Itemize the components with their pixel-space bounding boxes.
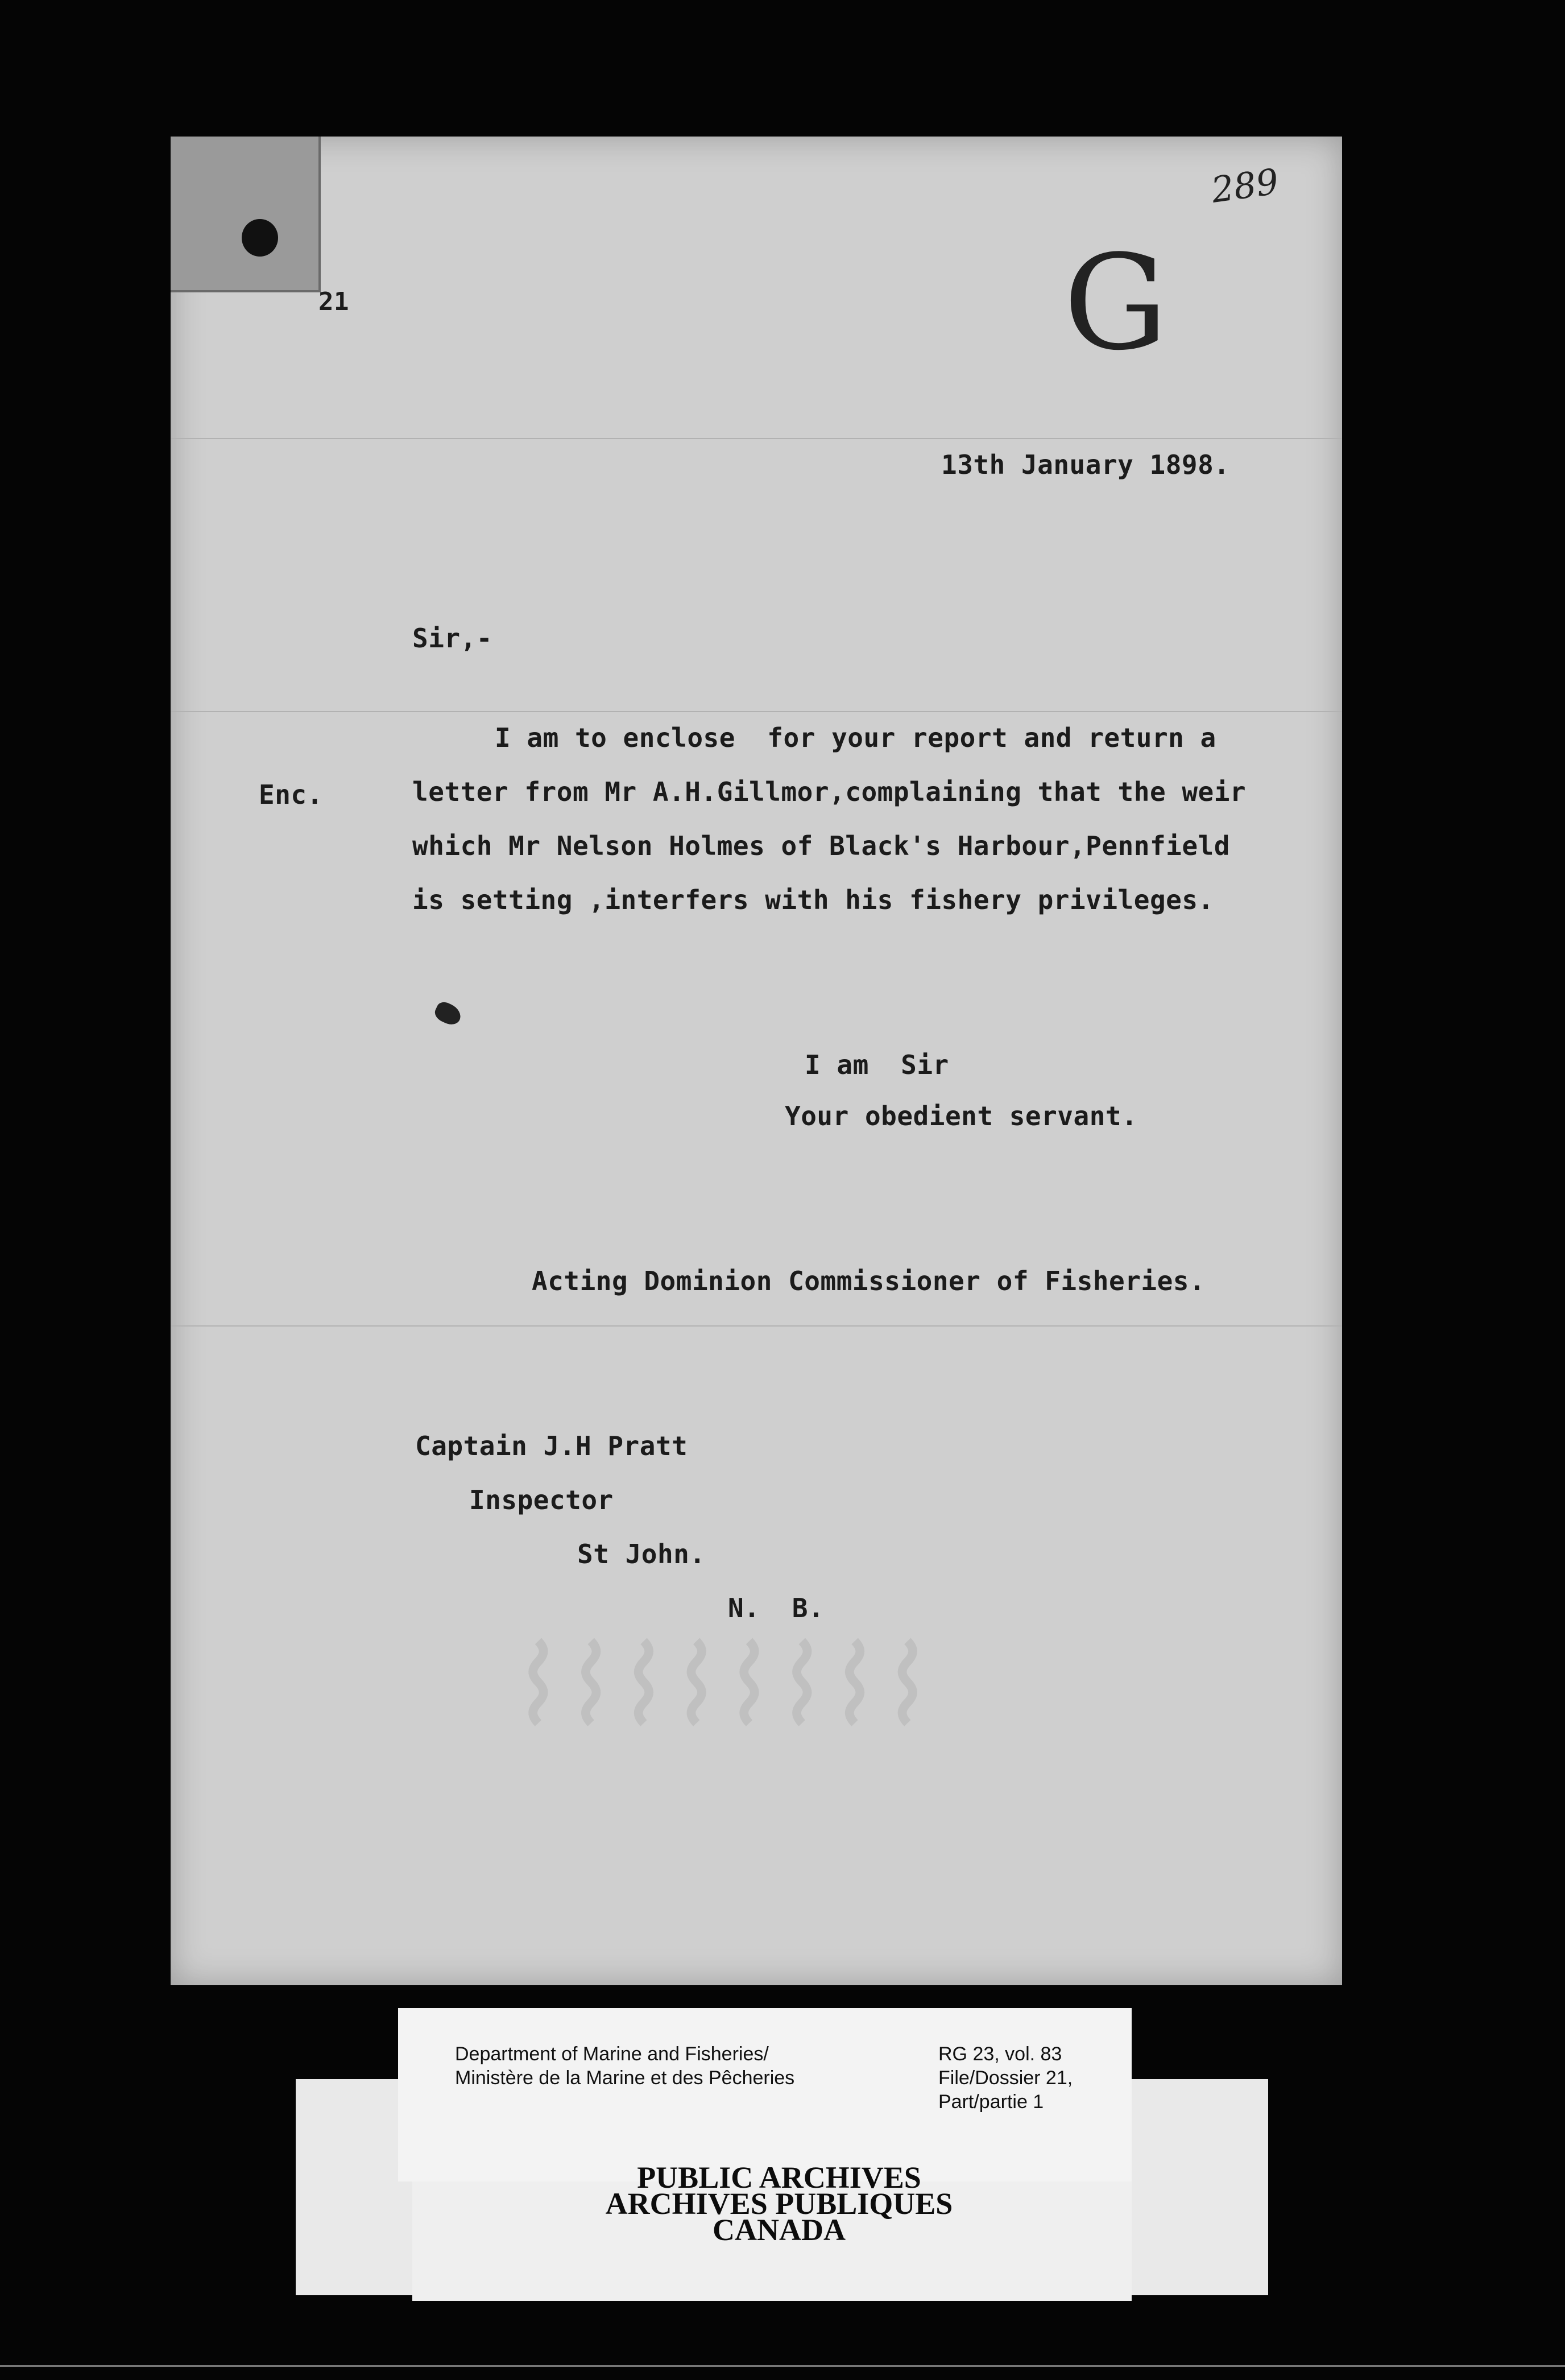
film-edge bbox=[0, 2365, 1565, 2367]
body-line: which Mr Nelson Holmes of Black's Harbour,Pennfield bbox=[412, 830, 1230, 861]
folio-number: 21 bbox=[318, 287, 349, 316]
archives-stamp bbox=[603, 2160, 955, 2247]
address-line: Captain J.H Pratt bbox=[415, 1431, 688, 1461]
address-line: St John. bbox=[577, 1539, 706, 1569]
address-line: Inspector bbox=[469, 1485, 614, 1515]
closing-line: I am Sir bbox=[805, 1049, 949, 1080]
stamp-line: ARCHIVES PUBLIQUES bbox=[605, 2187, 953, 2221]
department-en: Department of Marine and Fisheries/ bbox=[455, 2043, 769, 2065]
body-line: I am to enclose for your report and return a bbox=[495, 722, 1216, 753]
ruled-line bbox=[171, 1325, 1342, 1327]
signatory-title: Acting Dominion Commissioner of Fisheries. bbox=[532, 1266, 1206, 1296]
body-line: letter from Mr A.H.Gillmor,complaining that the weir bbox=[412, 776, 1247, 807]
archive-ref: File/Dossier 21, bbox=[938, 2067, 1073, 2089]
address-line: N. B. bbox=[728, 1593, 825, 1623]
archive-ref: Part/partie 1 bbox=[938, 2091, 1044, 2113]
letter-date: 13th January 1898. bbox=[941, 449, 1230, 480]
department-fr: Ministère de la Marine et des Pêcheries bbox=[455, 2067, 795, 2089]
handwritten-page-number: 289 bbox=[1208, 160, 1281, 211]
stamp-line: PUBLIC ARCHIVES bbox=[637, 2160, 921, 2195]
ruled-line bbox=[171, 438, 1342, 439]
handwritten-mark: G bbox=[1063, 228, 1168, 379]
closing-line: Your obedient servant. bbox=[785, 1101, 1138, 1131]
stamp-line: CANADA bbox=[713, 2213, 846, 2247]
ruled-line bbox=[171, 711, 1342, 712]
bleed-through-signature: ⌇⌇⌇⌇⌇⌇⌇⌇ bbox=[512, 1615, 934, 1741]
punch-hole bbox=[242, 219, 278, 257]
margin-note: Enc. bbox=[259, 779, 323, 810]
salutation: Sir,- bbox=[412, 623, 492, 654]
archive-ref: RG 23, vol. 83 bbox=[938, 2043, 1062, 2065]
body-line: is setting ,interfers with his fishery privileges. bbox=[412, 885, 1214, 915]
folded-corner bbox=[171, 137, 321, 292]
